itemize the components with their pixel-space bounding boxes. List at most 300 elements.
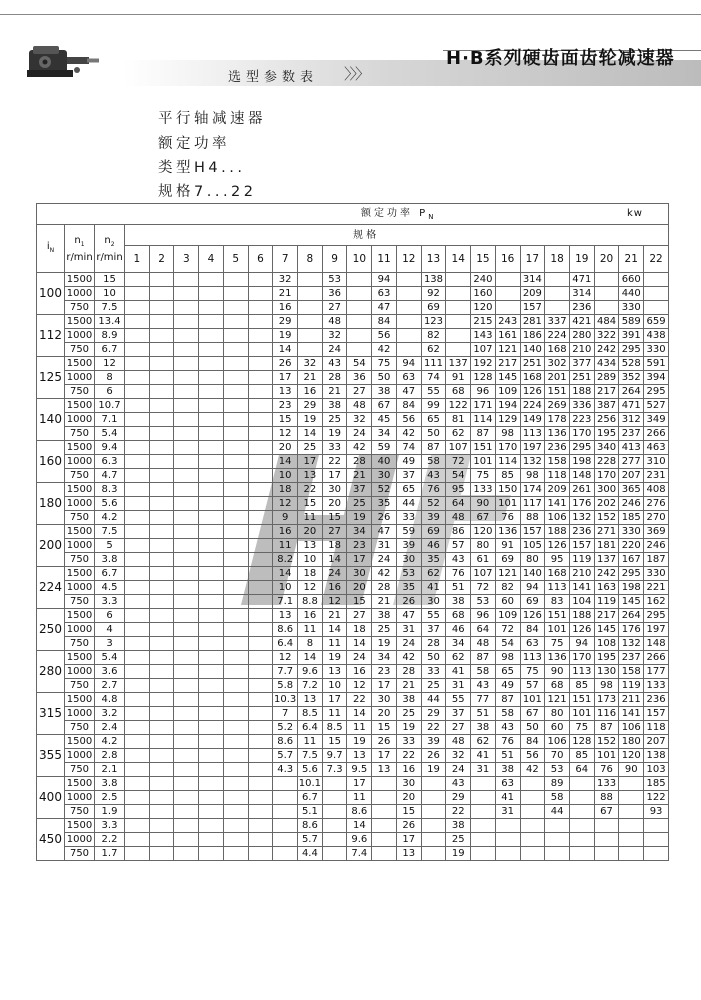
power-cell [125,623,150,637]
power-cell [174,665,199,679]
power-cell: 57 [520,679,545,693]
output-speed-cell: 6.7 [95,567,125,581]
power-cell: 322 [594,329,619,343]
power-cell: 133 [594,777,619,791]
power-cell: 64 [446,497,471,511]
power-cell: 8.6 [273,735,298,749]
power-cell: 188 [569,609,594,623]
output-speed-cell: 2.4 [95,721,125,735]
power-cell: 39 [421,511,446,525]
table-row [37,525,669,539]
power-cell: 101 [520,693,545,707]
power-cell: 101 [471,455,496,469]
power-cell: 75 [545,637,570,651]
power-cell [174,847,199,861]
power-cell [248,427,273,441]
power-cell: 101 [495,497,520,511]
power-cell [125,455,150,469]
power-cell: 21 [322,609,347,623]
power-cell: 9 [273,511,298,525]
power-cell [149,833,174,847]
power-cell: 295 [569,441,594,455]
power-cell: 19 [396,721,421,735]
power-cell: 17 [347,553,372,567]
power-cell [223,637,248,651]
power-cell [174,651,199,665]
power-cell: 94 [569,637,594,651]
power-cell: 38 [322,399,347,413]
power-cell: 30 [322,483,347,497]
power-cell: 126 [569,623,594,637]
power-cell: 138 [644,749,669,763]
power-cell [199,427,224,441]
output-speed-header [95,225,125,273]
power-cell: 6.4 [298,721,323,735]
power-cell [125,385,150,399]
ratio-header-sub: N [49,247,55,254]
power-cell: 120 [619,749,644,763]
power-cell: 101 [569,707,594,721]
table-row [37,707,669,721]
power-cell: 106 [619,721,644,735]
input-speed-sub: 1 [80,240,85,248]
table-row [37,399,669,413]
power-cell [248,763,273,777]
table-header-row [37,225,669,246]
ratio-cell: 250 [37,609,65,651]
output-speed-cell: 2.5 [95,791,125,805]
power-cell: 157 [569,539,594,553]
power-cell: 198 [569,455,594,469]
power-cell: 8 [298,637,323,651]
power-cell [174,735,199,749]
power-cell: 660 [619,273,644,287]
power-cell [273,805,298,819]
table-row [37,735,669,749]
power-cell: 29 [421,707,446,721]
power-cell [223,567,248,581]
size-number-row [37,246,669,273]
power-cell [495,847,520,861]
output-speed-cell: 3.8 [95,553,125,567]
power-cell: 16 [273,525,298,539]
power-cell: 330 [619,301,644,315]
power-cell: 177 [644,665,669,679]
power-cell: 76 [495,511,520,525]
power-cell [174,371,199,385]
power-cell: 231 [644,469,669,483]
power-cell [199,301,224,315]
power-cell [174,511,199,525]
power-cell: 148 [569,469,594,483]
power-cell [149,301,174,315]
size-number: 20 [594,246,619,273]
power-cell: 43 [495,721,520,735]
power-cell [149,721,174,735]
power-cell: 19 [273,329,298,343]
power-cell: 202 [594,497,619,511]
power-cell [223,623,248,637]
power-cell [149,399,174,413]
power-cell: 17 [322,469,347,483]
power-cell [446,287,471,301]
table-row [37,427,669,441]
power-cell [223,525,248,539]
power-cell [421,791,446,805]
power-cell: 47 [396,609,421,623]
power-cell: 237 [619,427,644,441]
power-cell: 75 [372,357,397,371]
power-cell: 15 [298,497,323,511]
power-cell: 34 [446,637,471,651]
output-speed-cell: 5.4 [95,651,125,665]
power-cell [199,287,224,301]
power-cell: 6.4 [273,637,298,651]
power-cell: 11 [322,637,347,651]
power-cell: 336 [569,399,594,413]
power-cell: 8.6 [273,623,298,637]
power-cell: 72 [495,623,520,637]
power-cell [248,329,273,343]
power-cell: 17 [372,749,397,763]
power-cell [199,749,224,763]
power-cell: 242 [594,343,619,357]
power-cell: 261 [569,483,594,497]
power-cell: 44 [396,497,421,511]
power-cell [545,819,570,833]
power-cell: 53 [545,763,570,777]
power-cell: 173 [594,693,619,707]
size-number: 21 [619,246,644,273]
power-cell [446,273,471,287]
power-cell [248,791,273,805]
power-cell: 13 [298,539,323,553]
power-cell: 14 [273,567,298,581]
power-cell: 19 [372,637,397,651]
power-cell: 52 [372,483,397,497]
power-cell: 170 [594,469,619,483]
power-cell: 98 [520,469,545,483]
ratio-header [37,225,65,273]
power-cell: 11 [273,539,298,553]
power-cell: 54 [347,357,372,371]
power-cell: 17 [322,693,347,707]
power-cell [149,441,174,455]
power-cell: 330 [644,567,669,581]
power-cell: 87 [495,693,520,707]
power-cell: 8.2 [273,553,298,567]
power-cell [149,679,174,693]
power-cell: 16 [298,609,323,623]
power-cell: 7.4 [347,847,372,861]
power-cell: 54 [495,637,520,651]
power-cell: 101 [594,749,619,763]
power-cell [569,819,594,833]
input-speed-cell: 1000 [65,329,95,343]
output-speed-cell: 4.7 [95,469,125,483]
power-cell: 7.5 [298,749,323,763]
power-cell: 44 [545,805,570,819]
power-cell: 10 [273,581,298,595]
power-cell: 7.7 [273,665,298,679]
power-cell: 76 [594,763,619,777]
power-cell: 47 [372,301,397,315]
power-cell [223,399,248,413]
power-cell: 121 [545,693,570,707]
power-cell: 228 [594,455,619,469]
power-cell: 57 [446,539,471,553]
power-cell: 22 [347,693,372,707]
power-cell: 13 [372,763,397,777]
power-cell [149,329,174,343]
power-cell: 39 [396,539,421,553]
input-speed-cell: 750 [65,385,95,399]
output-speed-cell: 10 [95,287,125,301]
power-cell: 413 [619,441,644,455]
input-speed-cell: 1500 [65,777,95,791]
power-cell [594,833,619,847]
power-cell: 74 [396,441,421,455]
power-cell: 51 [495,749,520,763]
power-cell: 14 [273,455,298,469]
power-cell: 180 [619,735,644,749]
power-cell: 8.8 [298,595,323,609]
table-title-row [37,204,669,225]
power-cell: 207 [644,735,669,749]
power-cell [125,651,150,665]
power-cell [298,301,323,315]
output-speed-cell: 5.6 [95,497,125,511]
power-cell: 295 [619,567,644,581]
power-cell: 88 [594,791,619,805]
power-cell [174,385,199,399]
power-cell [125,581,150,595]
power-cell: 589 [619,315,644,329]
output-speed-cell: 4.2 [95,511,125,525]
power-cell: 30 [396,777,421,791]
power-cell: 9.6 [347,833,372,847]
power-cell [149,595,174,609]
power-cell: 6.7 [298,791,323,805]
power-cell [174,413,199,427]
power-cell [223,539,248,553]
power-cell: 116 [594,707,619,721]
power-cell: 10.3 [274,694,297,705]
power-cell: 104 [569,595,594,609]
power-cell: 25 [446,833,471,847]
power-cell: 72 [446,455,471,469]
power-cell: 207 [619,469,644,483]
power-cell [495,301,520,315]
ratio-cell: 224 [37,567,65,609]
power-cell [125,595,150,609]
power-cell: 171 [471,399,496,413]
power-cell [125,469,150,483]
power-cell: 53 [396,567,421,581]
power-cell [199,595,224,609]
power-cell [248,287,273,301]
power-cell [569,791,594,805]
power-cell [149,343,174,357]
power-cell: 113 [569,665,594,679]
power-cell [223,441,248,455]
power-cell: 26 [372,735,397,749]
power-cell: 377 [569,357,594,371]
power-cell: 82 [495,581,520,595]
power-cell: 24 [322,343,347,357]
power-cell [125,665,150,679]
power-cell: 22 [322,455,347,469]
power-cell: 527 [644,399,669,413]
power-cell: 33 [396,511,421,525]
power-cell: 33 [322,441,347,455]
power-cell: 105 [520,539,545,553]
power-cell: 43 [421,469,446,483]
power-cell: 22 [421,721,446,735]
power-cell: 224 [520,399,545,413]
power-cell [594,273,619,287]
output-speed-cell: 8 [95,371,125,385]
power-cell [223,721,248,735]
power-cell [174,693,199,707]
input-speed-cell: 750 [65,301,95,315]
input-speed-cell: 1000 [65,833,95,847]
power-cell: 29 [298,399,323,413]
power-cell [248,847,273,861]
power-cell: 276 [644,497,669,511]
power-cell: 21 [322,385,347,399]
power-cell: 85 [569,679,594,693]
power-cell [125,805,150,819]
power-cell: 145 [495,371,520,385]
power-cell: 24 [446,763,471,777]
top-rule [0,14,701,15]
power-cell [174,623,199,637]
input-speed-cell: 1000 [65,455,95,469]
power-cell: 106 [545,511,570,525]
power-cell: 29 [273,315,298,329]
power-cell: 16 [347,665,372,679]
power-cell: 151 [471,441,496,455]
power-cell: 69 [520,595,545,609]
power-cell: 84 [372,315,397,329]
input-speed-cell: 1500 [65,441,95,455]
power-cell: 201 [545,371,570,385]
power-cell [199,665,224,679]
power-cell: 33 [421,665,446,679]
power-cell: 289 [594,371,619,385]
power-cell: 266 [644,651,669,665]
input-speed-cell: 1500 [65,609,95,623]
power-cell: 19 [421,763,446,777]
power-cell [125,357,150,371]
table-row [37,763,669,777]
power-cell: 40 [372,455,397,469]
power-cell [223,413,248,427]
power-cell: 109 [495,609,520,623]
power-cell: 31 [372,539,397,553]
power-cell [347,329,372,343]
output-speed-cell: 6.7 [95,343,125,357]
subtitle-size-range: 规格7...22 [158,184,257,200]
power-cell [174,819,199,833]
subtitle-model-type: 类型H4... [158,160,246,176]
power-cell [125,301,150,315]
table-row [37,539,669,553]
table-row [37,777,669,791]
power-cell [619,847,644,861]
power-cell: 24 [372,553,397,567]
power-cell: 22 [446,805,471,819]
power-cell: 87 [421,441,446,455]
table-row [37,665,669,679]
power-cell: 15 [347,595,372,609]
power-cell [174,455,199,469]
power-cell: 11 [298,623,323,637]
power-cell [174,497,199,511]
power-cell: 187 [644,553,669,567]
input-speed-cell: 750 [65,805,95,819]
input-speed-label: n [74,234,81,246]
power-cell [248,301,273,315]
power-cell [520,847,545,861]
power-cell: 94 [372,273,397,287]
power-cell: 246 [619,497,644,511]
power-cell [248,665,273,679]
power-cell: 251 [569,371,594,385]
power-cell: 137 [594,553,619,567]
ratio-cell: 180 [37,483,65,525]
power-cell: 52 [421,497,446,511]
power-cell: 42 [372,567,397,581]
power-cell: 44 [421,693,446,707]
power-cell [322,805,347,819]
power-cell: 109 [495,385,520,399]
table-row [37,833,669,847]
power-cell: 408 [644,483,669,497]
power-cell: 21 [347,469,372,483]
table-row [37,315,669,329]
power-cell: 217 [594,609,619,623]
power-cell: 217 [495,357,520,371]
power-cell: 132 [520,455,545,469]
output-speed-unit: r/min [96,251,123,263]
power-cell [248,679,273,693]
power-cell: 42 [396,427,421,441]
power-cell: 168 [520,371,545,385]
power-cell: 75 [471,469,496,483]
power-cell [149,371,174,385]
ratio-cell: 140 [37,399,65,441]
input-speed-cell: 750 [65,763,95,777]
output-speed-cell: 4.2 [95,735,125,749]
power-cell: 60 [545,721,570,735]
power-cell: 30 [421,595,446,609]
power-cell: 11 [347,791,372,805]
power-cell: 59 [372,441,397,455]
power-cell: 22 [298,483,323,497]
power-cell [471,777,496,791]
table-unit: kw [627,208,643,219]
power-cell: 11 [347,721,372,735]
table-row [37,371,669,385]
power-cell: 143 [471,329,496,343]
power-cell: 45 [372,413,397,427]
power-cell [421,847,446,861]
power-cell [125,679,150,693]
power-cell: 51 [471,707,496,721]
power-cell: 27 [322,301,347,315]
